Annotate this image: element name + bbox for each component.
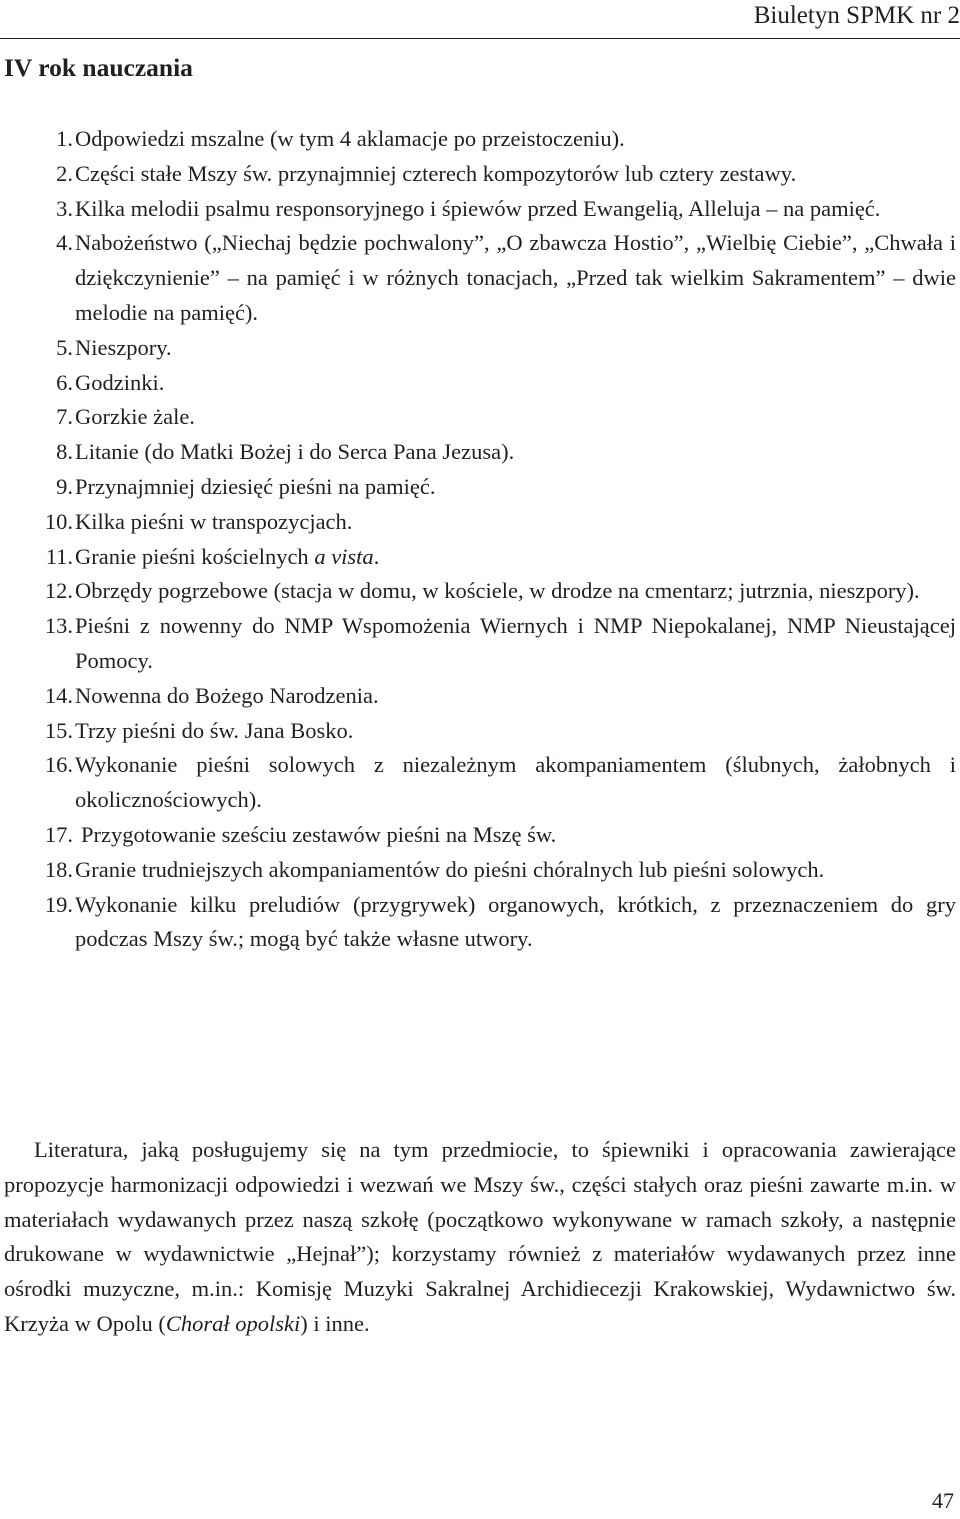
item-number: 1. <box>56 126 73 151</box>
list-item <box>0 748 956 818</box>
item-number: 7. <box>56 404 73 430</box>
item-number: 18. <box>44 856 73 882</box>
paragraph-text: Literatura, jaką posługujemy się na tym przedmiocie, to śpiewniki i opracowania zawierające propozycje harmonizacji odpowiedzi i wezwań we Mszy św., części stałych oraz pieśni zawarte m.in. w materiałach wydawanych przez naszą szkołę (początkowo wykonywane w ramach szkoły, a następnie drukowane w wydawnictwie „Hejnał”); korzystamy również z materiałów wydawanych przez inne ośrodki muzyczne, m.in.: Komisję Muzyki Sakralnej Archidiecezji Krakowskiej, Wydawnictwo św. Krzyża w Opolu ( <box>4 1137 956 1336</box>
item-text-italic: a vista <box>314 543 374 569</box>
item-number: 2. <box>56 160 73 186</box>
item-number: 5. <box>56 334 73 360</box>
list-item <box>0 192 956 227</box>
item-number: 3. <box>56 195 73 221</box>
list-item <box>0 331 956 366</box>
list-item <box>0 505 956 540</box>
item-number: 12. <box>44 578 73 604</box>
item-text: Przygotowanie sześciu zestawów pieśni na Mszę św. <box>81 821 557 847</box>
list-item <box>0 609 956 679</box>
item-number: 13. <box>44 613 73 639</box>
item-text: Kilka pieśni w transpozycjach. <box>75 508 353 534</box>
list-item <box>0 888 956 958</box>
item-text: Gorzkie żale. <box>75 404 195 430</box>
item-number: 11. <box>45 543 73 569</box>
page-number: 47 <box>932 1488 954 1513</box>
item-text <box>74 540 956 575</box>
item-number: 15. <box>44 717 73 743</box>
header-title: Biuletyn SPMK nr 2 <box>740 1 960 31</box>
list-item <box>0 366 956 401</box>
requirements-list <box>0 122 956 957</box>
item-text: Nieszpory. <box>75 334 172 360</box>
paragraph-text-end: ) i inne. <box>300 1310 370 1336</box>
item-number: 14. <box>44 682 73 708</box>
item-text: Części stałe Mszy św. przynajmniej czterech kompozytorów lub cztery zestawy. <box>75 160 797 186</box>
item-text: Kilka melodii psalmu responsoryjnego i śpiewów przed Ewangelią, Alleluja – na pamięć. <box>75 195 881 221</box>
item-number: 16. <box>44 752 73 778</box>
literature-paragraph <box>4 1133 956 1342</box>
item-number: 8. <box>56 439 73 465</box>
list-item <box>0 574 956 609</box>
list-item <box>0 226 956 330</box>
item-text: Litanie (do Matki Bożej i do Serca Pana Jezusa). <box>75 439 515 465</box>
list-item <box>0 435 956 470</box>
item-text: Godzinki. <box>75 369 165 395</box>
list-item <box>0 679 956 714</box>
item-number: 9. <box>56 473 73 499</box>
list-item <box>0 540 956 575</box>
item-text: Wykonanie pieśni solowych z niezależnym akompaniamentem (ślubnych, żałobnych i okolicznościowych). <box>75 752 956 813</box>
item-text: Nabożeństwo („Niechaj będzie pochwalony”, „O zbawcza Hostio”, „Wielbię Ciebie”, „Chwała i dziękczynienie” – na pamięć i w różnych tonacjach, „Przed tak wielkim Sakramentem” – dwie melodie na pamięć). <box>75 230 956 325</box>
list-item <box>0 853 956 888</box>
list-item <box>0 714 956 749</box>
item-number: 4. <box>56 230 73 256</box>
item-text: Nowenna do Bożego Narodzenia. <box>75 682 379 708</box>
list-item <box>0 157 956 192</box>
item-number: 19. <box>44 891 73 917</box>
item-text: Pieśni z nowenny do NMP Wspomożenia Wiernych i NMP Niepokalanej, NMP Nieustającej Pomocy. <box>75 613 956 673</box>
section-title: IV rok nauczania <box>4 53 193 82</box>
item-text: Granie trudniejszych akompaniamentów do pieśni chóralnych lub pieśni solowych. <box>75 856 825 882</box>
page-header <box>0 0 960 40</box>
list-item <box>0 818 956 853</box>
item-number: 10. <box>44 508 73 534</box>
item-number: 6. <box>56 369 73 395</box>
item-text: Przynajmniej dziesięć pieśni na pamięć. <box>75 473 436 499</box>
list-item <box>0 122 956 157</box>
item-text: Wykonanie kilku preludiów (przygrywek) organowych, krótkich, z przeznaczeniem do gry podczas Mszy św.; mogą być także własne utwory. <box>75 891 956 952</box>
item-text-part: Granie pieśni kościelnych <box>75 543 315 569</box>
item-text-part: . <box>373 543 380 569</box>
item-text: Odpowiedzi mszalne (w tym 4 aklamacje po przeistoczeniu). <box>75 126 625 151</box>
item-text: Obrzędy pogrzebowe (stacja w domu, w kościele, w drodze na cmentarz; jutrznia, nieszpory). <box>75 578 920 604</box>
list-item <box>0 400 956 435</box>
paragraph-italic: Chorał opolski <box>165 1310 301 1336</box>
item-number: 17. <box>44 821 73 847</box>
list-item <box>0 470 956 505</box>
header-rule <box>0 38 960 39</box>
item-text: Trzy pieśni do św. Jana Bosko. <box>75 717 354 743</box>
